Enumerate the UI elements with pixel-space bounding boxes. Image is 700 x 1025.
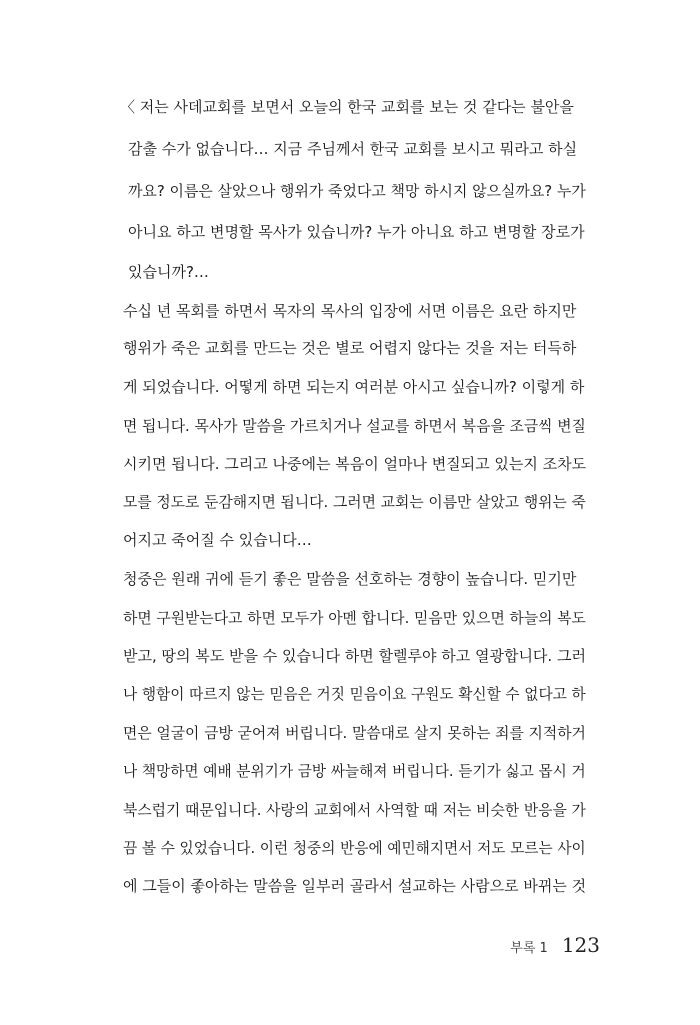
quote-line: 있습니까?… (128, 263, 209, 281)
page-number: 123 (561, 933, 600, 957)
text-line: 하면 구원받는다고 하면 모두가 아멘 합니다. 믿음만 있으면 하늘의 복도 (123, 609, 586, 627)
section-label: 부록 1 (510, 941, 548, 956)
text-line: 끔 볼 수 있었습니다. 이런 청중의 반응에 예민해지면서 저도 모르는 사이 (123, 839, 586, 857)
page-footer (510, 933, 600, 957)
text-line: 면은 얼굴이 금방 굳어져 버립니다. 말씀대로 살지 못하는 죄를 지적하거 (123, 724, 586, 742)
text-line: 청중은 원래 귀에 듣기 좋은 말씀을 선호하는 경향이 높습니다. 믿기만 (123, 570, 577, 588)
text-line: 면 됩니다. 목사가 말씀을 가르치거나 설교를 하면서 복음을 조금씩 변질 (123, 417, 586, 435)
text-line: 행위가 죽은 교회를 만드는 것은 별로 어렵지 않다는 것을 저는 터득하 (123, 339, 577, 357)
text-line: 에 그들이 좋아하는 말씀을 일부러 골라서 설교하는 사람으로 바뀌는 것 (123, 877, 587, 895)
text-line: 나 책망하면 예배 분위기가 금방 싸늘해져 버립니다. 듣기가 싫고 몹시 거 (123, 762, 586, 780)
text-line: 나 행함이 따르지 않는 믿음은 거짓 믿음이요 구원도 확신할 수 없다고 하 (123, 685, 586, 703)
quote-line: 까요? 이름은 살았으나 행위가 죽었다고 책망 하시지 않으실까요? 누가 (128, 182, 586, 200)
text-line: 시키면 됩니다. 그리고 나중에는 복음이 얼마나 변질되고 있는지 조차도 (123, 455, 587, 473)
quote-line: 〈 저는 사데교회를 보면서 오늘의 한국 교회를 보는 것 같다는 불안을 (120, 98, 574, 116)
text-line: 수십 년 목회를 하면서 목자의 목사의 입장에 서면 이름은 요란 하지만 (123, 302, 577, 320)
quote-line: 아니요 하고 변명할 목사가 있습니까? 누가 아니요 하고 변명할 장로가 (128, 223, 585, 241)
quote-line: 감출 수가 없습니다… 지금 주님께서 한국 교회를 보시고 뭐라고 하실 (128, 140, 578, 158)
text-line: 모를 정도로 둔감해지면 됩니다. 그러면 교회는 이름만 살았고 행위는 죽 (123, 493, 586, 511)
text-line: 북스럽기 때문입니다. 사랑의 교회에서 사역할 때 저는 비슷한 반응을 가 (123, 801, 586, 819)
text-line: 게 되었습니다. 어떻게 하면 되는지 여러분 아시고 싶습니까? 이렇게 하 (123, 378, 585, 396)
text-line: 받고, 땅의 복도 받을 수 있습니다 하면 할렐루야 하고 열광합니다. 그러 (123, 647, 586, 665)
text-line: 어지고 죽어질 수 있습니다… (123, 531, 312, 549)
